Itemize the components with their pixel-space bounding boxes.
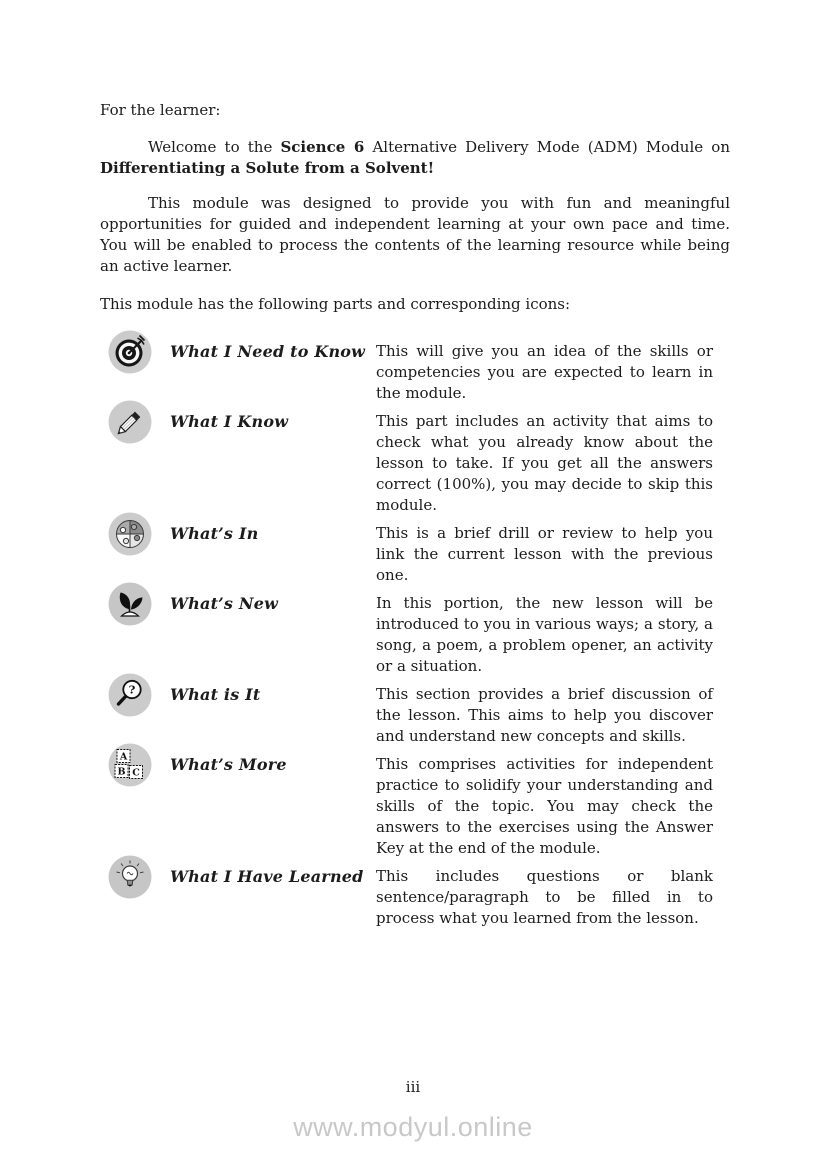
svg-text:C: C: [132, 767, 140, 779]
svg-text:A: A: [119, 751, 128, 763]
module-part-description: This is a brief drill or review to help you link the current lesson with the previous one.: [376, 524, 713, 584]
lightbulb-icon: [100, 855, 170, 899]
module-part-description: This will give you an idea of the skills or competencies you are expected to learn in the module.: [376, 342, 713, 402]
pencil-icon: [100, 400, 170, 444]
welcome-text-mid: Alternative Delivery Mode (ADM) Module on: [364, 138, 730, 156]
module-part-row: [100, 593, 730, 677]
target-icon: [100, 330, 170, 374]
module-design-paragraph: This module was designed to provide you with fun and meaningful opportunities for guided and independent learning at your own pace and time. You will be enabled to process the contents of the learning resource while being an active learner.: [100, 194, 730, 275]
module-part-row: [100, 523, 730, 586]
module-part-label: What’s More: [170, 755, 287, 774]
svg-text:B: B: [117, 766, 126, 778]
magnifier-question-icon: [100, 673, 170, 717]
module-part-description: This section provides a brief discussion of the lesson. This aims to help you discover and understand new concepts and skills.: [376, 685, 713, 745]
welcome-paragraph: [100, 137, 730, 179]
puzzle-icon: [100, 512, 170, 556]
module-part-label: What I Know: [170, 412, 289, 431]
watermark-text: www.modyul.online: [293, 1112, 533, 1142]
module-part-row: [100, 751, 730, 859]
module-parts-list: [100, 341, 730, 929]
seedling-icon: [100, 582, 170, 626]
module-part-label: What is It: [170, 685, 261, 704]
module-part-description: This part includes an activity that aims to check what you already know about the lesson to take. If you get all the answers correct (100%), you may decide to skip this module.: [376, 412, 713, 514]
course-name-bold: Science 6: [280, 138, 365, 156]
module-part-description: In this portion, the new lesson will be introduced to you in various ways; a story, a song, a poem, a problem opener, an activity or a situation.: [376, 594, 713, 675]
module-part-row: [100, 411, 730, 516]
module-part-label: What I Have Learned: [170, 867, 364, 886]
module-part-row: [100, 341, 730, 404]
svg-text:?: ?: [128, 682, 136, 697]
module-part-label: What I Need to Know: [170, 342, 366, 361]
module-part-row: [100, 684, 730, 747]
parts-intro-line: This module has the following parts and corresponding icons:: [100, 295, 571, 313]
module-part-description: This includes questions or blank sentence/paragraph to be filled in to process what you learned from the lesson.: [376, 867, 713, 927]
welcome-text-pre: Welcome to the: [148, 138, 281, 156]
abc-blocks-icon: [100, 743, 170, 787]
page-content: [100, 100, 730, 936]
page-number: iii: [405, 1078, 421, 1096]
module-title-bold: Differentiating a Solute from a Solvent!: [100, 159, 435, 177]
for-the-learner-heading: For the learner:: [100, 101, 221, 119]
module-part-row: [100, 866, 730, 929]
module-part-label: What’s New: [170, 594, 279, 613]
module-part-label: What’s In: [170, 524, 259, 543]
module-part-description: This comprises activities for independent practice to solidify your understanding and skills of the topic. You may check the answers to the exercises using the Answer Key at the end of the module.: [376, 755, 713, 857]
